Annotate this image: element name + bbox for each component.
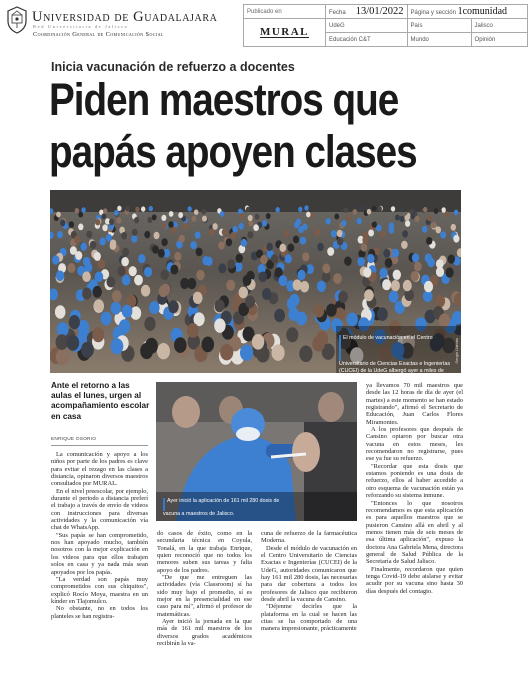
crowd-figure <box>402 230 408 237</box>
crowd-figure <box>344 257 352 266</box>
article-deck: Ante el retorno a las aulas el lunes, urgen al acompañamiento escolar en casa <box>51 381 150 421</box>
crowd-figure <box>393 270 401 280</box>
crowd-figure <box>240 213 245 219</box>
crowd-figure <box>286 327 298 342</box>
crowd-figure <box>121 257 129 266</box>
crowd-figure <box>220 211 225 217</box>
crowd-figure <box>162 222 167 229</box>
clipping-metadata-table <box>243 4 528 47</box>
crowd-figure <box>279 275 288 286</box>
headline-line-2: papás apoyen clases <box>49 126 417 177</box>
article-column-3 <box>261 530 357 633</box>
crowd-figure <box>353 209 358 215</box>
crowd-figure <box>442 207 446 213</box>
category-opinion: Opinión <box>471 33 527 47</box>
crowd-figure <box>80 243 87 251</box>
crowd-figure <box>414 262 422 272</box>
inset-caption-accent-bar <box>163 498 165 511</box>
crowd-figure <box>285 254 292 263</box>
crowd-figure <box>220 344 233 360</box>
article-column-1 <box>51 451 148 620</box>
paragraph: En el nivel preescolar, por ejemplo, durante el periodo a distancia preferí el trabajo a través de envío de videos con instrucciones para diversas actividades y la comunicación vía chat de WhatsApp. <box>51 487 148 532</box>
paragraph: Desde el módulo de vacunación en el Centro Universitario de Ciencias Exactas e Ingenierías (CUCEI) de la UdeG, autoridades comunicaron que hay 161 mil 280 dosis, las necesarias para dar cobertura a todos los profesores de Jalisco que recibieron desde abril la vacuna de Cansino. <box>261 544 357 604</box>
crowd-figure <box>119 319 131 333</box>
crowd-figure <box>240 345 253 361</box>
crowd-figure <box>411 271 419 282</box>
crowd-figure <box>448 255 455 264</box>
crowd-figure <box>90 241 97 249</box>
publication-logo: MURAL <box>244 19 326 47</box>
crowd-figure <box>344 207 348 213</box>
crowd-figure <box>405 215 410 221</box>
crowd-figure <box>149 206 153 211</box>
crowd-figure <box>412 253 419 262</box>
crowd-figure <box>69 221 74 228</box>
crowd-figure <box>111 338 124 354</box>
crowd-figure <box>180 278 189 289</box>
crowd-figure <box>147 217 152 223</box>
crowd-figure <box>380 268 388 278</box>
crowd-figure <box>247 231 253 238</box>
article-column-2 <box>157 530 252 648</box>
paragraph: do casos de éxito, como en la secundaria técnica en Coyula, Tonalá, en la que trabaja Enrique, quien reconoció que no todos los menores suben sus tareas y falta apoyo de los padres. <box>157 530 252 574</box>
article-byline: ENRIQUE OSORIO <box>51 437 97 442</box>
crowd-figure <box>284 230 290 237</box>
crowd-figure <box>94 299 104 312</box>
category-jalisco: Jalisco <box>471 19 527 33</box>
crowd-figure <box>141 206 145 211</box>
crowd-figure <box>218 241 225 249</box>
paragraph: La comunicación y apoyo a los niños por parte de los padres es clave para evitar el rezago en las clases a distancia, opinaron diversos maestros consultados por MURAL. <box>51 451 148 488</box>
paragraph: "La verdad son papás muy comprometidos con sus chiquitos", explicó Rocío Moya, maestra en un kínder en Tlajomulco. <box>51 575 148 605</box>
crowd-figure <box>327 247 334 256</box>
crowd-figure <box>169 211 174 217</box>
crowd-figure <box>262 220 267 227</box>
crowd-figure <box>106 234 112 242</box>
crowd-figure <box>423 207 427 212</box>
crowd-figure <box>276 207 280 213</box>
crowd-figure <box>154 232 160 239</box>
crowd-figure <box>67 335 80 351</box>
crowd-figure <box>152 214 157 220</box>
crowd-figure <box>202 209 207 215</box>
crowd-figure <box>196 270 204 281</box>
crowd-figure <box>372 221 377 228</box>
crowd-figure <box>126 206 130 211</box>
university-name: Universidad de Guadalajara <box>32 9 218 25</box>
main-photo-caption: El módulo de vacunación en el Centro Universitario de Ciencias Exactas e Ingenierías (CUCEI) de la UdeG albergó ayer a miles de maestros. <box>339 335 450 381</box>
crowd-figure <box>230 232 236 239</box>
date-label: Fecha <box>329 10 346 16</box>
crowd-figure <box>367 254 374 263</box>
crowd-figure <box>368 229 374 236</box>
crowd-figure <box>253 224 259 231</box>
crowd-figure <box>161 215 166 221</box>
crowd-figure <box>86 231 92 238</box>
crowd-figure <box>218 263 226 273</box>
crowd-figure <box>69 315 80 329</box>
crowd-figure <box>101 312 112 326</box>
paragraph: ya llevamos 70 mil maestros que desde las 12 horas de día de ayer (el martes) a este momento se han estado registrando", afirmó el Secretario de Educación, Juan Carlos Flores Miramontes. <box>366 382 463 426</box>
date-value: 13/01/2022 <box>355 6 404 17</box>
crowd-figure <box>239 287 248 299</box>
paragraph: No obstante, no en todos los planteles se han registra- <box>51 605 148 620</box>
crowd-figure <box>383 249 390 258</box>
crowd-figure <box>347 313 358 327</box>
crowd-figure <box>134 275 143 286</box>
crowd-figure <box>322 264 330 274</box>
crowd-figure <box>317 243 324 251</box>
crowd-figure <box>338 291 348 303</box>
crowd-figure <box>107 277 116 288</box>
crowd-figure <box>75 208 79 214</box>
paragraph: "Entonces lo que nosotros recomendamos es que esta aplicación es para aquellos maestros que se pusieron Cansino allá en abril y al menos tienen más de seis meses de esa última aplicación", expuso la doctora Ana Gabriela Mena, directora general de Salud Pública de la Secretaría de Salud Jalisco. <box>366 499 463 566</box>
crowd-figure <box>131 235 137 243</box>
crowd-figure <box>56 212 61 218</box>
crowd-figure <box>144 317 155 331</box>
crowd-figure <box>56 334 69 350</box>
crowd-figure <box>391 206 395 211</box>
crowd-figure <box>248 215 253 221</box>
crowd-figure <box>436 267 444 277</box>
crowd-figure <box>129 266 137 276</box>
crowd-figure <box>252 334 264 350</box>
section-value: 1comunidad <box>457 6 508 17</box>
crowd-figure <box>315 228 321 235</box>
crowd-figure <box>184 223 189 230</box>
crowd-figure <box>121 232 127 239</box>
category-pais: País <box>407 19 471 33</box>
published-label: Publicado en <box>244 5 326 19</box>
crowd-figure <box>78 212 83 218</box>
crowd-figure <box>337 237 343 245</box>
crowd-figure <box>205 257 213 266</box>
crowd-figure <box>114 210 119 216</box>
crowd-figure <box>306 212 311 218</box>
crowd-figure <box>179 235 185 243</box>
crowd-figure <box>377 307 388 321</box>
crowd-figure <box>74 236 80 244</box>
crowd-figure <box>243 275 252 286</box>
crowd-figure <box>341 220 346 227</box>
crowd-figure <box>82 288 92 300</box>
crowd-figure <box>145 338 158 354</box>
crowd-figure <box>100 238 106 246</box>
crowd-figure <box>109 219 114 225</box>
crowd-figure <box>431 222 436 229</box>
crowd-figure <box>439 314 450 328</box>
crowd-figure <box>174 337 187 353</box>
crowd-figure <box>232 226 238 233</box>
crowd-figure <box>346 215 351 221</box>
article-column-4 <box>366 382 463 595</box>
crowd-figure <box>236 254 243 263</box>
crowd-figure <box>300 237 306 245</box>
paragraph: "Recordar que esta dosis que estamos poniendo es una dosis de refuerzo, ellos al haber accedido a otro esquema de vacunación están ya reforzando su sistema inmune. <box>366 462 463 500</box>
crowd-figure <box>161 283 170 295</box>
crowd-figure <box>241 239 247 247</box>
crowd-figure <box>389 291 399 303</box>
crowd-figure <box>94 252 101 261</box>
crowd-figure <box>83 257 91 266</box>
crowd-figure <box>57 231 63 238</box>
crowd-figure <box>364 289 374 301</box>
crowd-figure <box>392 249 399 258</box>
crowd-figure <box>202 216 207 222</box>
crowd-figure <box>405 220 410 227</box>
category-udeg: UdeG <box>326 19 408 33</box>
crowd-figure <box>333 273 342 284</box>
paragraph: "De que me entreguen las actividades (vía Classroom) sí ha sido muy bajo el promedio, sí es mejor en la presencialidad en ese caso para mí", afirmó el profesor de matemáticas. <box>157 574 252 618</box>
crowd-figure <box>357 218 362 224</box>
crowd-figure <box>152 245 159 254</box>
crowd-figure <box>410 213 415 219</box>
crowd-figure <box>187 323 199 338</box>
crowd-figure <box>293 236 299 244</box>
paragraph: "Sus papás se han comprometido, nos han apoyado mucho, también nosotros con la mejor explicación en los videos para que ellos trabajen solos en casa y ya nada más sean apoyados por los papás. <box>51 531 148 576</box>
crowd-figure <box>117 206 121 211</box>
crowd-figure <box>337 230 343 237</box>
crowd-figure <box>446 267 454 277</box>
crowd-figure <box>118 266 126 276</box>
crowd-figure <box>196 248 203 257</box>
crowd-figure <box>194 209 199 215</box>
crowd-figure <box>195 231 201 238</box>
office-name: Coordinación General de Comunicación Social <box>33 31 164 38</box>
crowd-figure <box>399 206 403 211</box>
crowd-figure <box>81 207 85 213</box>
crowd-figure <box>385 258 393 268</box>
crowd-figure <box>134 217 139 223</box>
section-label: Página y sección <box>410 10 456 16</box>
crowd-figure <box>161 238 167 246</box>
crowd-figure <box>239 223 244 230</box>
crowd-figure <box>297 270 305 280</box>
crowd-figure <box>122 248 129 257</box>
paragraph: cuna de refuerzo de la farmacéutica Moderna. <box>261 530 357 545</box>
crowd-figure <box>304 205 308 210</box>
crowd-figure <box>135 207 139 212</box>
crowd-figure <box>95 272 104 283</box>
crowd-figure <box>144 231 150 238</box>
crowd-figure <box>445 211 450 217</box>
crowd-figure <box>272 345 285 361</box>
crowd-figure <box>78 224 83 231</box>
crowd-figure <box>245 296 255 309</box>
crowd-figure <box>103 208 107 214</box>
crowd-figure <box>422 226 428 233</box>
crowd-figure <box>209 228 215 235</box>
crowd-figure <box>299 346 312 363</box>
crowd-figure <box>56 348 69 365</box>
paragraph: Ayer inició la jornada en la que más de 161 mil maestros de los diversos grados académicos recibirán la va- <box>157 618 252 648</box>
crowd-figure <box>435 295 445 308</box>
main-photo-credit: Sergio Llamas <box>454 338 459 364</box>
crowd-figure <box>298 226 304 233</box>
crowd-figure <box>361 243 368 251</box>
crowd-figure <box>102 224 108 231</box>
crowd-figure <box>81 342 94 358</box>
crowd-figure <box>226 280 235 291</box>
crowd-figure <box>317 281 326 292</box>
crowd-figure <box>259 272 268 283</box>
paragraph: Finalmente, recordaron que quien tenga Covid-19 debe aislarse y evitar acudir por su vacuna sino hasta 30 días después del contagio. <box>366 565 463 595</box>
crowd-figure <box>226 238 232 246</box>
clipping-header <box>0 0 530 52</box>
crowd-figure <box>279 244 286 252</box>
crowd-figure <box>403 280 412 291</box>
crowd-figure <box>434 208 438 214</box>
crowd-figure <box>215 300 225 313</box>
inset-photo-caption: Ayer inició la aplicación de 161 mil 280 dosis de vacuna a maestros de Jalisco. <box>163 498 280 517</box>
crowd-figure <box>424 281 433 292</box>
crowd-figure <box>266 213 271 219</box>
crowd-figure <box>440 231 446 238</box>
crowd-figure <box>294 222 299 229</box>
crowd-figure <box>98 259 106 269</box>
category-educacion: Educación C&T <box>326 33 408 47</box>
crowd-figure <box>222 229 228 236</box>
crowd-figure <box>70 246 77 255</box>
crowd-figure <box>266 243 273 251</box>
crowd-figure <box>415 216 420 222</box>
crowd-figure <box>372 206 376 211</box>
crowd-figure <box>314 304 325 317</box>
category-mundo: Mundo <box>407 33 471 47</box>
crowd-figure <box>395 214 400 220</box>
crowd-figure <box>296 312 307 326</box>
crowd-figure <box>287 244 294 252</box>
crowd-figure <box>116 217 121 223</box>
crowd-figure <box>168 221 173 228</box>
crowd-figure <box>312 336 325 352</box>
crowd-figure <box>331 230 337 237</box>
crowd-figure <box>188 206 192 211</box>
crowd-figure <box>376 225 382 232</box>
crowd-figure <box>391 280 400 291</box>
headline-line-1: Piden maestros que <box>49 74 399 125</box>
crowd-figure <box>122 305 133 318</box>
crowd-figure <box>362 236 368 244</box>
crowd-figure <box>454 210 459 216</box>
crowd-figure <box>168 300 178 313</box>
crowd-figure <box>93 286 102 298</box>
paragraph: "Déjenme decirles que la plataforma en la cual se hacen las citas se ha comportado de una manera impresionante, prácticamente <box>261 603 357 633</box>
crowd-figure <box>161 270 169 280</box>
crowd-figure <box>95 219 100 225</box>
crowd-figure <box>227 259 235 269</box>
article-kicker: Inicia vacunación de refuerzo a docentes <box>51 60 295 74</box>
article-headline <box>49 74 417 178</box>
crowd-figure <box>132 229 138 236</box>
crowd-figure <box>214 318 225 332</box>
crowd-figure <box>401 241 408 249</box>
crowd-figure <box>141 285 150 297</box>
crowd-figure <box>262 288 272 300</box>
university-motto: Red Universitaria de Jalisco <box>33 24 129 29</box>
crowd-figure <box>260 255 267 264</box>
crowd-figure <box>427 258 435 268</box>
crowd-figure <box>112 290 122 302</box>
crowd-figure <box>56 271 64 282</box>
crowd-figure <box>157 343 170 359</box>
paragraph: A los profesores que después de Cansino optaron por buscar otra vacuna en estos meses, les recomendaron no registrarse, pues ese ya fue su refuerzo. <box>366 426 463 463</box>
crowd-figure <box>334 214 339 220</box>
crowd-figure <box>193 292 203 304</box>
crowd-figure <box>382 279 391 290</box>
crowd-figure <box>367 209 372 215</box>
crowd-figure <box>190 241 197 249</box>
crowd-figure <box>255 214 260 220</box>
crowd-figure <box>453 235 459 243</box>
crowd-figure <box>274 309 285 323</box>
crowd-figure <box>144 267 152 277</box>
crowd-figure <box>102 213 107 219</box>
crowd-figure <box>426 237 432 245</box>
crowd-figure <box>122 275 131 286</box>
crowd-figure <box>326 218 331 224</box>
crowd-figure <box>191 216 196 222</box>
crowd-figure <box>326 304 337 317</box>
crowd-figure <box>293 279 302 290</box>
crowd-figure <box>302 252 309 261</box>
crowd-figure <box>82 271 91 282</box>
crowd-figure <box>357 257 365 266</box>
crowd-figure <box>149 301 159 314</box>
crowd-figure <box>202 337 215 353</box>
crowd-figure <box>111 302 121 315</box>
crowd-figure <box>92 327 104 342</box>
crowd-figure <box>67 263 75 273</box>
crowd-figure <box>110 242 117 250</box>
byline-divider <box>51 445 148 446</box>
crowd-figure <box>378 206 382 211</box>
university-seal-icon <box>6 6 28 34</box>
crowd-figure <box>271 254 278 263</box>
crowd-figure <box>451 224 456 231</box>
crowd-figure <box>170 265 178 275</box>
crowd-figure <box>52 255 59 264</box>
crowd-figure <box>427 215 432 221</box>
crowd-figure <box>389 222 394 229</box>
crowd-figure <box>138 254 145 263</box>
crowd-figure <box>380 231 386 238</box>
caption-accent-bar <box>339 335 341 361</box>
crowd-figure <box>298 207 302 212</box>
crowd-figure <box>174 252 181 261</box>
crowd-figure <box>363 267 371 277</box>
crowd-figure <box>55 305 66 318</box>
crowd-figure <box>400 216 405 222</box>
crowd-figure <box>60 220 65 227</box>
crowd-figure <box>178 212 183 218</box>
crowd-figure <box>359 206 363 211</box>
crowd-figure <box>246 207 250 212</box>
